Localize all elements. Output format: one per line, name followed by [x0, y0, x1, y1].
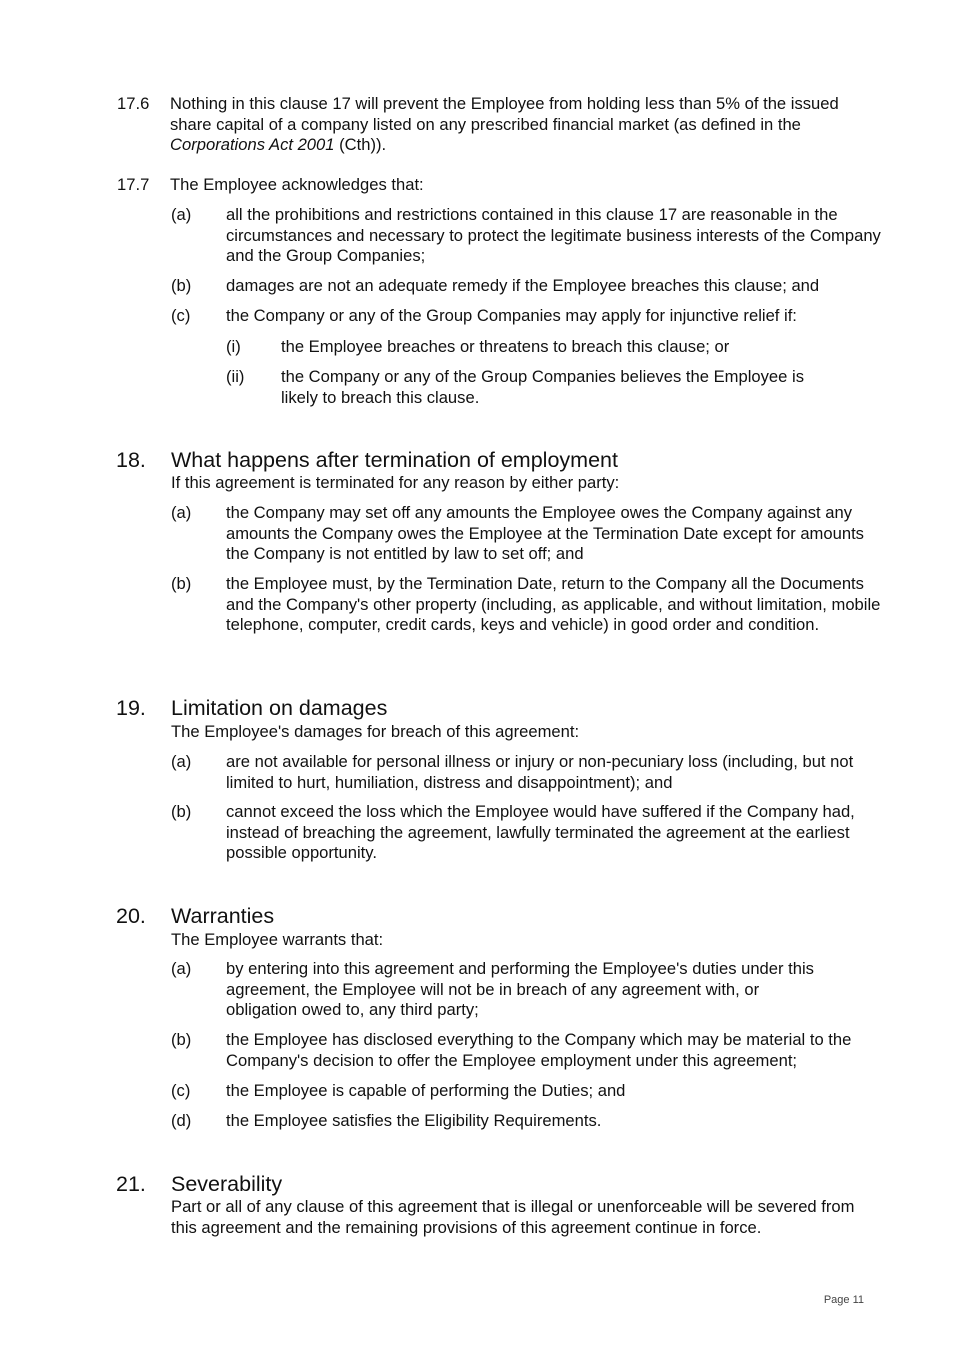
list-item [171, 1111, 881, 1132]
item-label: (b) [171, 802, 192, 821]
clause-17-6 [117, 94, 877, 156]
section-number: 18. [116, 448, 146, 472]
list-item [171, 752, 881, 793]
item-label: (b) [171, 1030, 192, 1049]
item-label: (a) [171, 503, 192, 522]
item-text: the Company or any of the Group Companies may apply for injunctive relief if: [226, 306, 797, 325]
clause-number: 17.7 [117, 175, 150, 194]
section-title: Warranties [171, 904, 275, 928]
item-label: (a) [171, 959, 192, 978]
list-item [171, 1081, 881, 1102]
section-title: Severability [171, 1172, 283, 1196]
item-text: cannot exceed the loss which the Employee would have suffered if the Company had, instead of breaching the agreement, lawfully terminated the agreement at the earliest possible opportunity. [226, 802, 855, 862]
clause-text [170, 94, 877, 156]
section-body: Part or all of any clause of this agreement that is illegal or unenforceable will be severed from this agreement and the remaining provisions of this agreement continue in force. [171, 1197, 855, 1237]
item-label: (b) [171, 574, 192, 593]
item-label: (b) [171, 276, 192, 295]
item-text: the Company may set off any amounts the Employee owes the Company against any amounts the Company owes the Employee at the Termination Date except for amounts the Company is not entitled by law to set off; and [226, 503, 864, 563]
list-item [171, 1030, 881, 1071]
page-number: Page 11 [823, 1294, 864, 1306]
item-text: the Employee breaches or threatens to breach this clause; or [281, 337, 730, 356]
section-title: What happens after termination of employment [171, 448, 618, 472]
clause-intro: The Employee acknowledges that: [170, 175, 424, 194]
item-text: the Company or any of the Group Companies believes the Employee is likely to breach this clause. [281, 367, 804, 407]
item-text: damages are not an adequate remedy if the Employee breaches this clause; and [226, 276, 820, 295]
list-item [171, 205, 881, 267]
item-text: all the prohibitions and restrictions contained in this clause 17 are reasonable in the circumstances and necessary to protect the legitimate business interests of the Company and the Group Companies; [226, 205, 881, 265]
section-heading-19 [116, 695, 387, 721]
section-heading-18 [116, 447, 618, 473]
clause-17-7 [117, 175, 877, 196]
item-text: the Employee has disclosed everything to the Company which may be material to the Company's decision to offer the Employee employment under this agreement; [226, 1030, 852, 1070]
section-intro: The Employee's damages for breach of this agreement: [171, 722, 580, 741]
section-heading-20 [116, 903, 274, 929]
clause-text-part: Nothing in this clause 17 will prevent the Employee from holding less than 5% of the issued share capital of a company listed on any prescribed financial market (as defined in the [170, 94, 839, 134]
section-intro: The Employee warrants that: [171, 930, 384, 949]
list-item [171, 503, 881, 565]
item-label: (d) [171, 1111, 192, 1130]
list-item [171, 306, 881, 327]
item-text: the Employee is capable of performing the Duties; and [226, 1081, 626, 1100]
item-label: (c) [171, 306, 191, 325]
section-number: 20. [116, 904, 146, 928]
list-item [171, 574, 881, 636]
item-label: (a) [171, 752, 192, 771]
list-item [171, 276, 881, 297]
clause-text-part: (Cth)). [334, 135, 387, 154]
list-item [171, 802, 881, 864]
item-label: (i) [226, 337, 241, 356]
section-number: 21. [116, 1172, 146, 1196]
item-label: (c) [171, 1081, 191, 1100]
item-text: the Employee must, by the Termination Date, return to the Company all the Documents and the Company's other property (including, as applicable, and without limitation, mobile telephone, computer, credit cards, keys and vehicle) in good order and condition. [226, 574, 881, 634]
section-number: 19. [116, 696, 146, 720]
section-heading-21 [116, 1171, 282, 1197]
item-label: (ii) [226, 367, 245, 386]
sub-list-item [226, 337, 866, 358]
item-text: are not available for personal illness or injury or non-pecuniary loss (including, but not limited to hurt, humiliation, distress and disappointment); and [226, 752, 854, 792]
item-text: by entering into this agreement and performing the Employee's duties under this agreement, the Employee will not be in breach of any agreement with, or obligation owed to, any third party; [226, 959, 814, 1019]
item-text: the Employee satisfies the Eligibility Requirements. [226, 1111, 602, 1130]
section-intro: If this agreement is terminated for any reason by either party: [171, 473, 620, 492]
act-name: Corporations Act 2001 [170, 135, 335, 154]
list-item [171, 959, 831, 1021]
sub-list-item [226, 367, 816, 408]
item-label: (a) [171, 205, 192, 224]
clause-number: 17.6 [117, 94, 150, 113]
section-title: Limitation on damages [171, 696, 388, 720]
